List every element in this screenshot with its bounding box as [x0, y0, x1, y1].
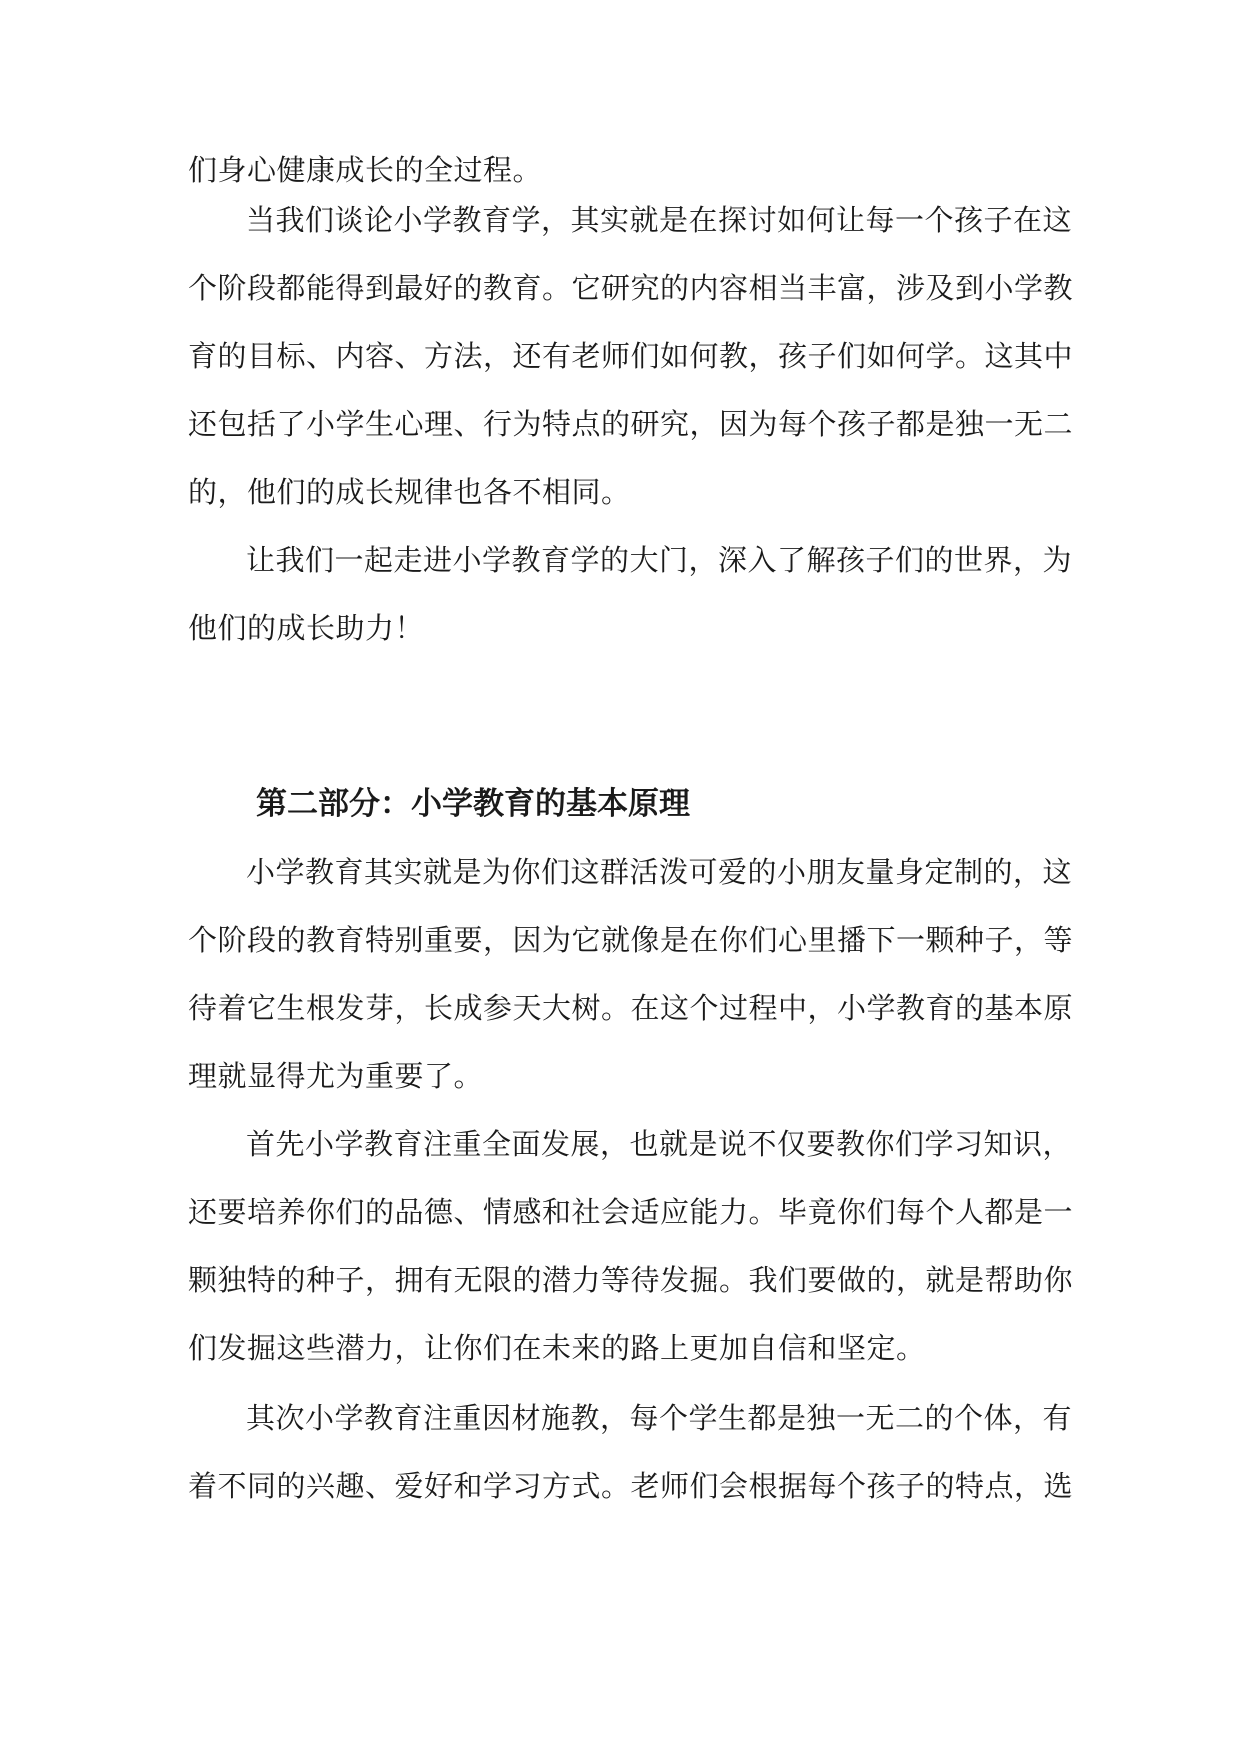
paragraph-first-line: 首先小学教育注重全面发展，也就是说不仅要教你们学习知识，: [246, 1127, 1073, 1161]
text-line: 们发掘这些潜力，让你们在未来的路上更加自信和坚定。: [188, 1331, 926, 1365]
text-line: 个阶段都能得到最好的教育。它研究的内容相当丰富，涉及到小学教: [188, 271, 1074, 305]
text-line: 的，他们的成长规律也各不相同。: [188, 475, 631, 509]
text-line: 们身心健康成长的全过程。: [188, 153, 543, 187]
text-line: 待着它生根发芽，长成参天大树。在这个过程中，小学教育的基本原: [188, 991, 1074, 1025]
paragraph-first-line: 其次小学教育注重因材施教，每个学生都是独一无二的个体，有: [246, 1401, 1073, 1435]
text-line: 还包括了小学生心理、行为特点的研究，因为每个孩子都是独一无二: [188, 407, 1074, 441]
paragraph-first-line: 小学教育其实就是为你们这群活泼可爱的小朋友量身定制的，这: [246, 855, 1073, 889]
paragraph-first-line: 当我们谈论小学教育学，其实就是在探讨如何让每一个孩子在这: [246, 203, 1073, 237]
paragraph-first-line: 让我们一起走进小学教育学的大门，深入了解孩子们的世界，为: [246, 543, 1073, 577]
text-line: 颗独特的种子，拥有无限的潜力等待发掘。我们要做的，就是帮助你: [188, 1263, 1074, 1297]
text-line: 理就显得尤为重要了。: [188, 1059, 484, 1093]
text-line: 还要培养你们的品德、情感和社会适应能力。毕竟你们每个人都是一: [188, 1195, 1074, 1229]
text-line: 他们的成长助力！: [188, 611, 425, 645]
section-heading: 第二部分：小学教育的基本原理: [256, 786, 690, 822]
text-line: 着不同的兴趣、爱好和学习方式。老师们会根据每个孩子的特点，选: [188, 1469, 1074, 1503]
text-line: 个阶段的教育特别重要，因为它就像是在你们心里播下一颗种子，等: [188, 923, 1074, 957]
text-line: 育的目标、内容、方法，还有老师们如何教，孩子们如何学。这其中: [188, 339, 1074, 373]
